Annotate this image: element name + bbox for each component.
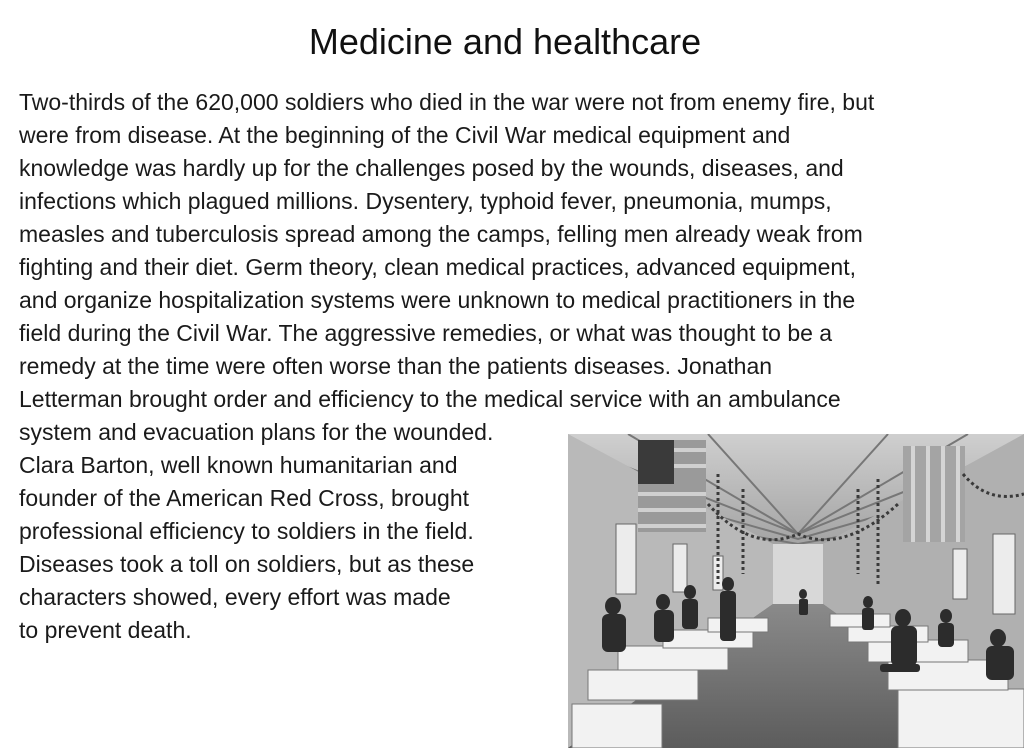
hospital-ward-photo (568, 434, 1024, 748)
text-line: founder of the American Red Cross, brought (19, 485, 470, 511)
text-line: fighting and their diet. Germ theory, clean medical practices, advanced equipment, (19, 254, 856, 280)
text-line: system and evacuation plans for the wounded. (19, 419, 494, 445)
text-line: professional efficiency to soldiers in the field. (19, 518, 474, 544)
text-line: remedy at the time were often worse than the patients diseases. Jonathan (19, 353, 773, 379)
text-line: Diseases took a toll on soldiers, but as these (19, 551, 475, 577)
text-line: were from disease. At the beginning of the Civil War medical equipment and (19, 122, 791, 148)
slide-title: Medicine and healthcare (308, 21, 702, 62)
text-line: and organize hospitalization systems were unknown to medical practitioners in the (19, 287, 856, 313)
text-line: knowledge was hardly up for the challenges posed by the wounds, diseases, and (19, 155, 844, 181)
text-line: field during the Civil War. The aggressive remedies, or what was thought to be a (19, 320, 833, 346)
body-paragraph-top (19, 86, 1014, 449)
text-line: measles and tuberculosis spread among the camps, felling men already weak from (19, 221, 863, 247)
body-paragraph-bottom (19, 449, 559, 647)
text-line: Clara Barton, well known humanitarian and (19, 452, 458, 478)
text-line: characters showed, every effort was made (19, 584, 451, 610)
text-line: Two-thirds of the 620,000 soldiers who died in the war were not from enemy fire, but (19, 89, 875, 115)
text-line: Letterman brought order and efficiency to the medical service with an ambulance (19, 386, 841, 412)
text-line: to prevent death. (19, 617, 192, 643)
text-line: infections which plagued millions. Dysentery, typhoid fever, pneumonia, mumps, (19, 188, 832, 214)
